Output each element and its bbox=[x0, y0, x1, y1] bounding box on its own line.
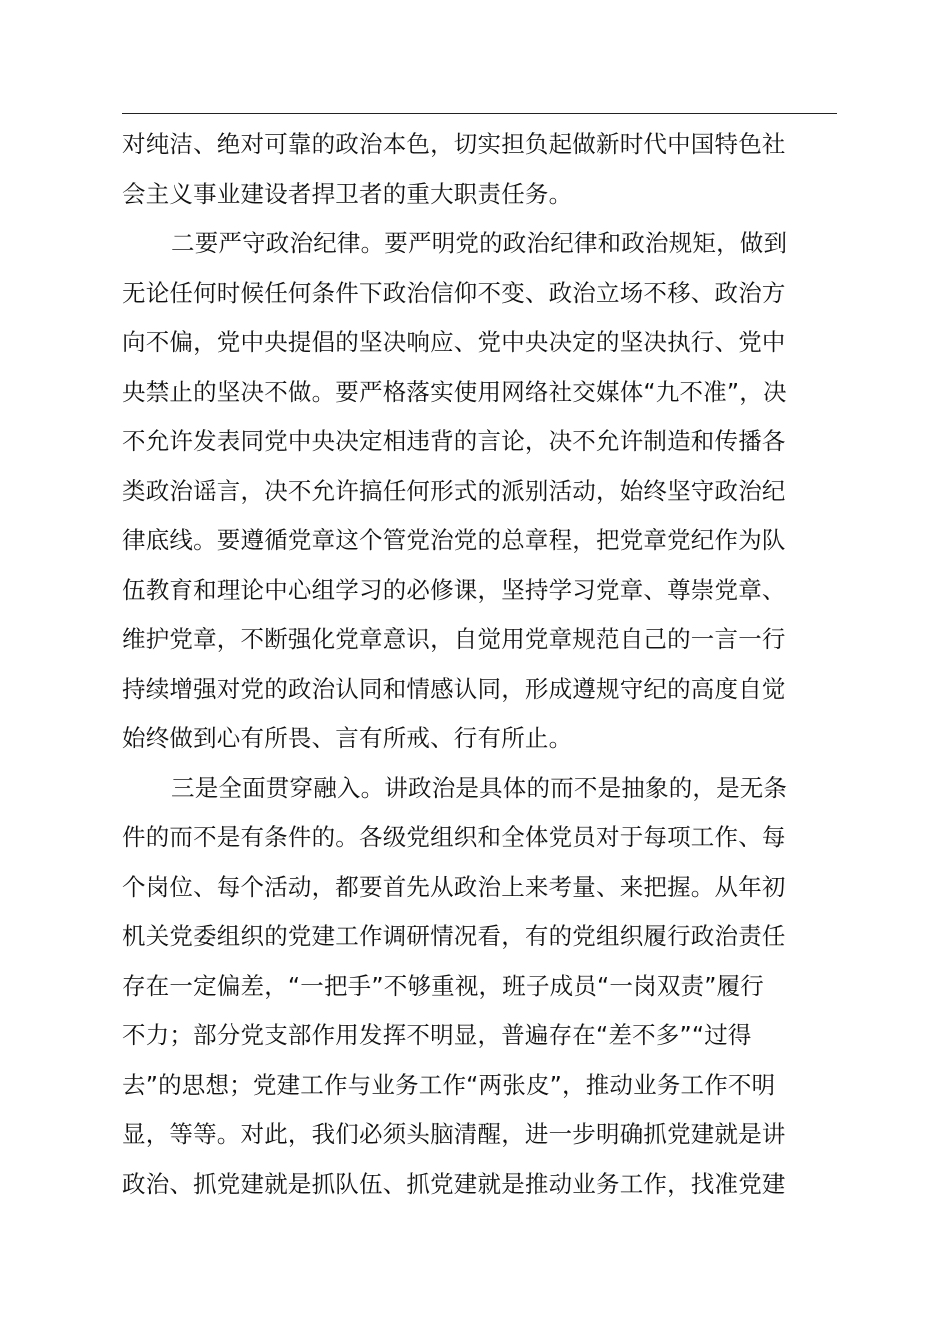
text-line: 不力；部分党支部作用发挥不明显，普遍存在“差不多”“过得 bbox=[122, 1021, 752, 1049]
text-line: 显，等等。对此，我们必须头脑清醒，进一步明确抓党建就是讲 bbox=[122, 1120, 786, 1148]
text-line: 维护党章，不断强化党章意识，自觉用党章规范自己的一言一行 bbox=[122, 625, 786, 653]
text-line: 去”的思想；党建工作与业务工作“两张皮”，推动业务工作不明 bbox=[122, 1070, 776, 1099]
text-line: 持续增强对党的政治认同和情感认同，形成遵规守纪的高度自觉 bbox=[122, 674, 786, 703]
text-line: 机关党委组织的党建工作调研情况看，有的党组织履行政治责任 bbox=[122, 922, 786, 950]
paragraph-3 bbox=[122, 764, 837, 1210]
text-line: 向不偏，党中央提倡的坚决响应、党中央决定的坚决执行、党中 bbox=[122, 328, 786, 356]
text-line: 类政治谣言，决不允许搞任何形式的派别活动，始终坚守政治纪 bbox=[122, 476, 786, 505]
text-line: 始终做到心有所畏、言有所戒、行有所止。 bbox=[122, 724, 573, 752]
text-line: 个岗位、每个活动，都要首先从政治上来考量、来把握。从年初 bbox=[122, 872, 786, 901]
text-line: 央禁止的坚决不做。要严格落实使用网络社交媒体“九不准”，决 bbox=[122, 377, 787, 406]
paragraph-1 bbox=[122, 120, 837, 219]
document-body bbox=[122, 120, 837, 1209]
text-line: 无论任何时候任何条件下政治信仰不变、政治立场不移、政治方 bbox=[122, 278, 786, 307]
text-line: 政治、抓党建就是抓队伍、抓党建就是推动业务工作，找准党建 bbox=[122, 1169, 786, 1198]
text-line: 三是全面贯穿融入。讲政治是具体的而不是抽象的，是无条 bbox=[171, 773, 788, 802]
header-rule bbox=[122, 113, 837, 114]
text-line: 对纯洁、绝对可靠的政治本色，切实担负起做新时代中国特色社 bbox=[122, 130, 786, 158]
text-line: 存在一定偏差，“一把手”不够重视，班子成员“一岗双责”履行 bbox=[122, 971, 764, 1000]
text-line: 律底线。要遵循党章这个管党治党的总章程，把党章党纪作为队 bbox=[122, 526, 786, 554]
text-line: 不允许发表同党中央决定相违背的言论，决不允许制造和传播各 bbox=[122, 427, 786, 455]
text-line: 会主义事业建设者捍卫者的重大职责任务。 bbox=[122, 179, 573, 208]
text-line: 伍教育和理论中心组学习的必修课，坚持学习党章、尊崇党章、 bbox=[122, 575, 786, 604]
text-line: 件的而不是有条件的。各级党组织和全体党员对于每项工作、每 bbox=[122, 823, 786, 851]
paragraph-2 bbox=[122, 219, 837, 764]
text-line: 二要严守政治纪律。要严明党的政治纪律和政治规矩，做到 bbox=[171, 229, 788, 257]
